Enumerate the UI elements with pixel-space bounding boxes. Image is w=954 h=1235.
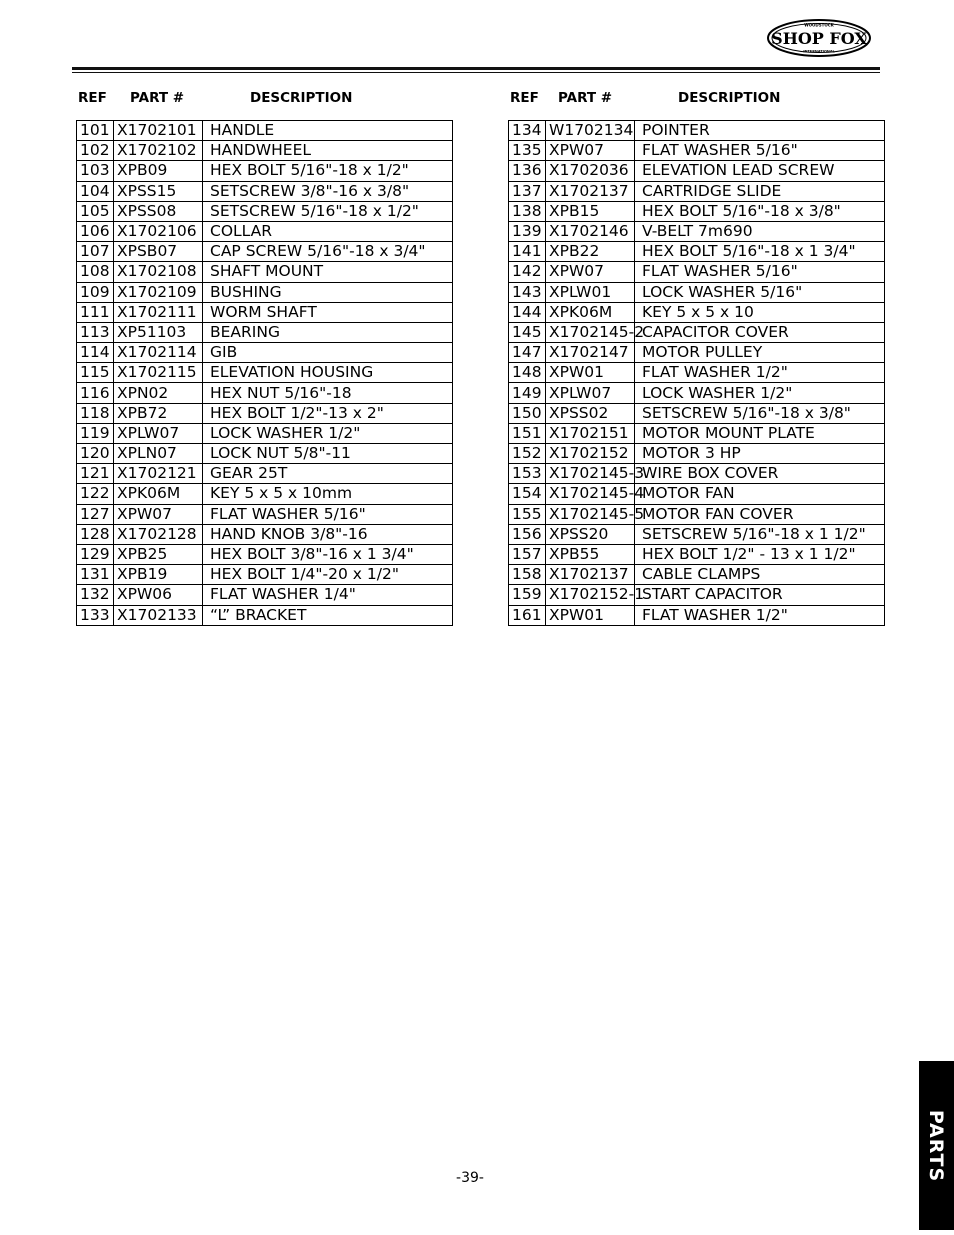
part-number-cell: XPW01	[546, 363, 635, 383]
shop-fox-logo	[766, 18, 872, 58]
part-number-cell: XPLN07	[114, 444, 203, 464]
description-cell: ELEVATION HOUSING	[203, 363, 453, 383]
part-number-cell: X1702101	[114, 121, 203, 141]
part-number-cell: XPW06	[114, 585, 203, 605]
table-row	[509, 605, 885, 625]
table-row	[509, 403, 885, 423]
part-number-cell: XPSS08	[114, 201, 203, 221]
ref-cell: 157	[509, 544, 546, 564]
table-row	[509, 121, 885, 141]
description-cell: HAND KNOB 3/8"-16	[203, 524, 453, 544]
ref-cell: 135	[509, 141, 546, 161]
ref-cell: 118	[77, 403, 114, 423]
part-number-cell: XPB22	[546, 242, 635, 262]
description-cell: HEX BOLT 1/4"-20 x 1/2"	[203, 565, 453, 585]
ref-cell: 107	[77, 242, 114, 262]
left-header-ref: REF	[78, 90, 107, 106]
table-row	[509, 585, 885, 605]
header-rule-thin	[72, 72, 880, 73]
left-header-part: PART #	[130, 90, 185, 106]
part-number-cell: XPB55	[546, 544, 635, 564]
table-row	[509, 201, 885, 221]
part-number-cell: X1702106	[114, 221, 203, 241]
ref-cell: 158	[509, 565, 546, 585]
ref-cell: 104	[77, 181, 114, 201]
description-cell: ELEVATION LEAD SCREW	[635, 161, 885, 181]
table-row	[77, 565, 453, 585]
table-row	[77, 585, 453, 605]
part-number-cell: XPB19	[114, 565, 203, 585]
description-cell: FLAT WASHER 5/16"	[203, 504, 453, 524]
table-row	[509, 504, 885, 524]
part-number-cell: X1702145-2	[546, 322, 635, 342]
table-row	[77, 524, 453, 544]
parts-table-right	[508, 120, 885, 626]
table-row	[509, 141, 885, 161]
part-number-cell: XPLW07	[114, 423, 203, 443]
table-row	[509, 322, 885, 342]
part-number-cell: X1702145-4	[546, 484, 635, 504]
ref-cell: 121	[77, 464, 114, 484]
table-row	[509, 423, 885, 443]
part-number-cell: X1702147	[546, 343, 635, 363]
part-number-cell: X1702133	[114, 605, 203, 625]
ref-cell: 154	[509, 484, 546, 504]
ref-cell: 161	[509, 605, 546, 625]
part-number-cell: X1702109	[114, 282, 203, 302]
ref-cell: 111	[77, 302, 114, 322]
description-cell: MOTOR MOUNT PLATE	[635, 423, 885, 443]
part-number-cell: XPW01	[546, 605, 635, 625]
ref-cell: 136	[509, 161, 546, 181]
parts-tab-label: PARTS	[925, 1109, 948, 1182]
ref-cell: 132	[77, 585, 114, 605]
ref-cell: 148	[509, 363, 546, 383]
part-number-cell: XPK06M	[114, 484, 203, 504]
part-number-cell: XPB25	[114, 544, 203, 564]
part-number-cell: X1702137	[546, 565, 635, 585]
part-number-cell: X1702151	[546, 423, 635, 443]
description-cell: LOCK WASHER 1/2"	[203, 423, 453, 443]
description-cell: CABLE CLAMPS	[635, 565, 885, 585]
part-number-cell: X1702102	[114, 141, 203, 161]
description-cell: FLAT WASHER 5/16"	[635, 141, 885, 161]
table-row	[77, 201, 453, 221]
table-row	[77, 161, 453, 181]
part-number-cell: XPK06M	[546, 302, 635, 322]
table-row	[77, 262, 453, 282]
description-cell: HEX BOLT 5/16"-18 x 1 3/4"	[635, 242, 885, 262]
ref-cell: 152	[509, 444, 546, 464]
ref-cell: 151	[509, 423, 546, 443]
description-cell: SETSCREW 3/8"-16 x 3/8"	[203, 181, 453, 201]
part-number-cell: X1702115	[114, 363, 203, 383]
ref-cell: 137	[509, 181, 546, 201]
ref-cell: 116	[77, 383, 114, 403]
parts-section-tab	[919, 1061, 954, 1230]
ref-cell: 159	[509, 585, 546, 605]
table-row	[509, 181, 885, 201]
description-cell: BEARING	[203, 322, 453, 342]
description-cell: HEX BOLT 1/2" - 13 x 1 1/2"	[635, 544, 885, 564]
ref-cell: 156	[509, 524, 546, 544]
table-row	[77, 544, 453, 564]
right-header-part: PART #	[558, 90, 613, 106]
description-cell: COLLAR	[203, 221, 453, 241]
ref-cell: 133	[77, 605, 114, 625]
table-row	[77, 423, 453, 443]
table-row	[509, 161, 885, 181]
table-row	[77, 383, 453, 403]
description-cell: SETSCREW 5/16"-18 x 1 1/2"	[635, 524, 885, 544]
description-cell: GEAR 25T	[203, 464, 453, 484]
part-number-cell: XPSS15	[114, 181, 203, 201]
ref-cell: 106	[77, 221, 114, 241]
ref-cell: 144	[509, 302, 546, 322]
description-cell: SETSCREW 5/16"-18 x 1/2"	[203, 201, 453, 221]
part-number-cell: XPW07	[546, 141, 635, 161]
page-number: -39-	[456, 1170, 484, 1186]
description-cell: FLAT WASHER 5/16"	[635, 262, 885, 282]
description-cell: HEX BOLT 5/16"-18 x 3/8"	[635, 201, 885, 221]
table-row	[509, 242, 885, 262]
ref-cell: 128	[77, 524, 114, 544]
table-row	[509, 262, 885, 282]
description-cell: POINTER	[635, 121, 885, 141]
description-cell: LOCK WASHER 1/2"	[635, 383, 885, 403]
description-cell: FLAT WASHER 1/2"	[635, 363, 885, 383]
table-row	[77, 181, 453, 201]
part-number-cell: X1702145-3	[546, 464, 635, 484]
description-cell: MOTOR PULLEY	[635, 343, 885, 363]
table-row	[77, 141, 453, 161]
part-number-cell: XPB15	[546, 201, 635, 221]
ref-cell: 101	[77, 121, 114, 141]
description-cell: KEY 5 x 5 x 10mm	[203, 484, 453, 504]
table-row	[77, 403, 453, 423]
table-row	[509, 484, 885, 504]
table-row	[77, 322, 453, 342]
description-cell: WIRE BOX COVER	[635, 464, 885, 484]
ref-cell: 119	[77, 423, 114, 443]
ref-cell: 127	[77, 504, 114, 524]
ref-cell: 147	[509, 343, 546, 363]
description-cell: CAPACITOR COVER	[635, 322, 885, 342]
part-number-cell: X1702036	[546, 161, 635, 181]
table-row	[77, 444, 453, 464]
description-cell: LOCK NUT 5/8"-11	[203, 444, 453, 464]
ref-cell: 129	[77, 544, 114, 564]
table-row	[77, 605, 453, 625]
right-header-ref: REF	[510, 90, 539, 106]
part-number-cell: XPW07	[114, 504, 203, 524]
part-number-cell: XPW07	[546, 262, 635, 282]
ref-cell: 138	[509, 201, 546, 221]
description-cell: WORM SHAFT	[203, 302, 453, 322]
part-number-cell: XPSS20	[546, 524, 635, 544]
table-row	[77, 282, 453, 302]
description-cell: SHAFT MOUNT	[203, 262, 453, 282]
part-number-cell: X1702114	[114, 343, 203, 363]
ref-cell: 139	[509, 221, 546, 241]
part-number-cell: X1702146	[546, 221, 635, 241]
ref-cell: 102	[77, 141, 114, 161]
ref-cell: 108	[77, 262, 114, 282]
table-row	[509, 544, 885, 564]
part-number-cell: X1702137	[546, 181, 635, 201]
ref-cell: 142	[509, 262, 546, 282]
logo-arc-bottom: INTERNATIONAL	[803, 49, 835, 54]
ref-cell: 122	[77, 484, 114, 504]
ref-cell: 103	[77, 161, 114, 181]
table-row	[509, 464, 885, 484]
description-cell: HANDWHEEL	[203, 141, 453, 161]
ref-cell: 109	[77, 282, 114, 302]
ref-cell: 143	[509, 282, 546, 302]
logo-arc-top: WOODSTOCK	[804, 22, 834, 28]
description-cell: MOTOR FAN COVER	[635, 504, 885, 524]
ref-cell: 155	[509, 504, 546, 524]
part-number-cell: XPB72	[114, 403, 203, 423]
ref-cell: 134	[509, 121, 546, 141]
table-row	[509, 302, 885, 322]
description-cell: FLAT WASHER 1/2"	[635, 605, 885, 625]
part-number-cell: X1702121	[114, 464, 203, 484]
right-header-desc: DESCRIPTION	[678, 90, 781, 106]
ref-cell: 114	[77, 343, 114, 363]
table-row	[77, 504, 453, 524]
ref-cell: 153	[509, 464, 546, 484]
description-cell: CAP SCREW 5/16"-18 x 3/4"	[203, 242, 453, 262]
part-number-cell: X1702152	[546, 444, 635, 464]
table-row	[77, 343, 453, 363]
part-number-cell: X1702145-5	[546, 504, 635, 524]
description-cell: GIB	[203, 343, 453, 363]
description-cell: V-BELT 7m690	[635, 221, 885, 241]
table-row	[509, 524, 885, 544]
table-row	[77, 464, 453, 484]
logo-wordmark: SHOP FOX	[771, 29, 867, 48]
table-row	[509, 363, 885, 383]
part-number-cell: XP51103	[114, 322, 203, 342]
header-rule	[72, 67, 880, 70]
description-cell: KEY 5 x 5 x 10	[635, 302, 885, 322]
ref-cell: 149	[509, 383, 546, 403]
part-number-cell: X1702108	[114, 262, 203, 282]
table-row	[77, 302, 453, 322]
description-cell: “L” BRACKET	[203, 605, 453, 625]
part-number-cell: XPLW01	[546, 282, 635, 302]
part-number-cell: X1702152-1	[546, 585, 635, 605]
table-row	[509, 282, 885, 302]
table-row	[77, 221, 453, 241]
table-row	[77, 363, 453, 383]
parts-table-left	[76, 120, 453, 626]
description-cell: BUSHING	[203, 282, 453, 302]
part-number-cell: X1702128	[114, 524, 203, 544]
ref-cell: 115	[77, 363, 114, 383]
description-cell: HANDLE	[203, 121, 453, 141]
description-cell: HEX BOLT 1/2"-13 x 2"	[203, 403, 453, 423]
table-row	[77, 484, 453, 504]
description-cell: MOTOR 3 HP	[635, 444, 885, 464]
table-row	[509, 221, 885, 241]
description-cell: START CAPACITOR	[635, 585, 885, 605]
table-row	[77, 242, 453, 262]
left-header-desc: DESCRIPTION	[250, 90, 353, 106]
description-cell: HEX NUT 5/16"-18	[203, 383, 453, 403]
part-number-cell: XPSB07	[114, 242, 203, 262]
part-number-cell: W1702134	[546, 121, 635, 141]
ref-cell: 105	[77, 201, 114, 221]
table-row	[509, 444, 885, 464]
part-number-cell: XPSS02	[546, 403, 635, 423]
ref-cell: 145	[509, 322, 546, 342]
description-cell: FLAT WASHER 1/4"	[203, 585, 453, 605]
part-number-cell: X1702111	[114, 302, 203, 322]
part-number-cell: XPB09	[114, 161, 203, 181]
description-cell: MOTOR FAN	[635, 484, 885, 504]
description-cell: SETSCREW 5/16"-18 x 3/8"	[635, 403, 885, 423]
ref-cell: 141	[509, 242, 546, 262]
table-row	[509, 565, 885, 585]
ref-cell: 113	[77, 322, 114, 342]
table-row	[509, 383, 885, 403]
ref-cell: 131	[77, 565, 114, 585]
ref-cell: 150	[509, 403, 546, 423]
table-row	[509, 343, 885, 363]
part-number-cell: XPN02	[114, 383, 203, 403]
description-cell: HEX BOLT 3/8"-16 x 1 3/4"	[203, 544, 453, 564]
part-number-cell: XPLW07	[546, 383, 635, 403]
description-cell: LOCK WASHER 5/16"	[635, 282, 885, 302]
ref-cell: 120	[77, 444, 114, 464]
table-row	[77, 121, 453, 141]
description-cell: HEX BOLT 5/16"-18 x 1/2"	[203, 161, 453, 181]
description-cell: CARTRIDGE SLIDE	[635, 181, 885, 201]
